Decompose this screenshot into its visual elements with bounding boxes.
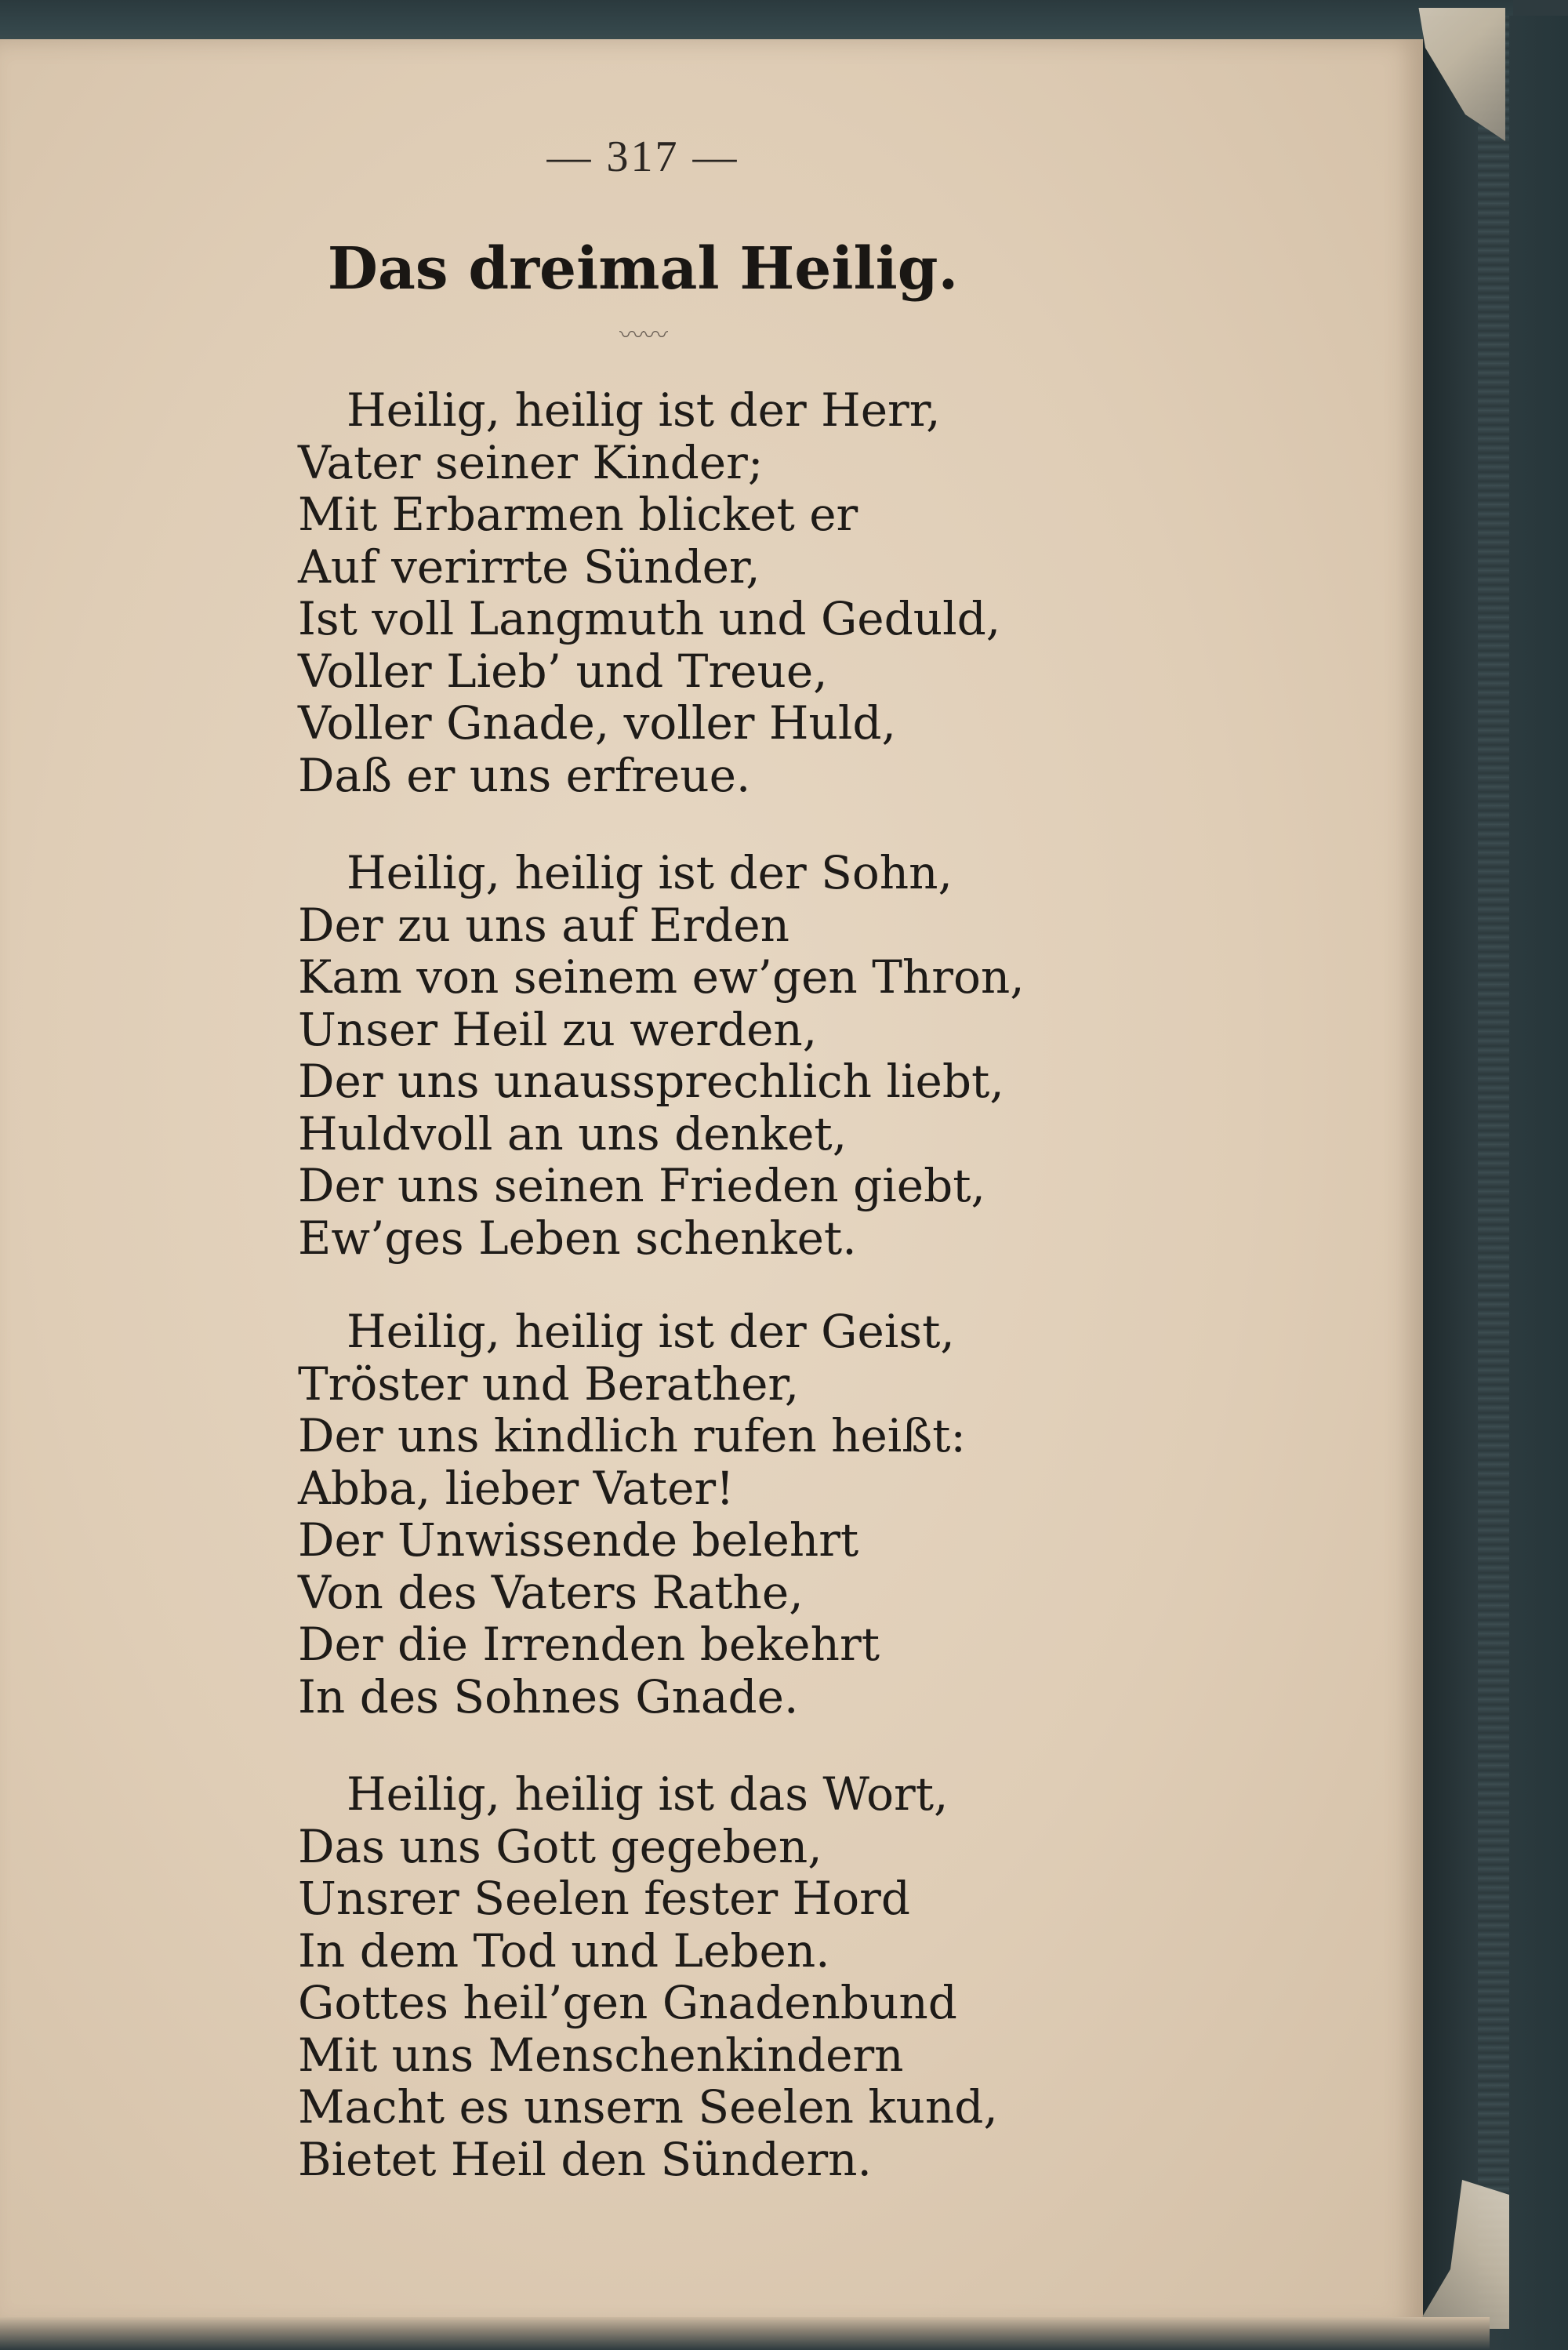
poem-line: Daß er uns erfreue. (298, 748, 751, 802)
poem-line: Ist voll Langmuth und Geduld, (298, 592, 1001, 645)
poem-line: Gottes heil’gen Gnadenbund (298, 1976, 957, 2029)
poem-line: Ew’ges Leben schenket. (298, 1211, 857, 1265)
poem-line: In dem Tod und Leben. (298, 1923, 830, 1978)
poem-line: Der die Irrenden bekehrt (298, 1618, 880, 1671)
poem-line: Kam von seinem ew’gen Thron, (298, 950, 1025, 1004)
poem-line: Der uns kindlich rufen heißt: (298, 1409, 966, 1462)
stanza-4 (298, 1768, 1082, 2185)
poem-line: Bietet Heil den Sündern. (298, 2132, 872, 2186)
poem-line: Mit Erbarmen blicket er (298, 488, 858, 541)
poem-line: Auf verirrte Sünder, (298, 539, 760, 594)
title-ornament: 〰〰 (619, 320, 666, 350)
poem-line: Tröster und Berather, (298, 1357, 800, 1411)
stanza-1 (298, 384, 1082, 801)
poem-line: Unser Heil zu werden, (298, 1002, 818, 1056)
poem-line: In des Sohnes Gnade. (298, 1669, 799, 1723)
page-text-area (0, 39, 1423, 2329)
poem-line: Heilig, heilig ist der Sohn, (347, 846, 953, 899)
poem-line: Mit uns Menschenkindern (298, 2028, 904, 2082)
poem-line: Der zu uns auf Erden (298, 898, 789, 952)
poem-line: Heilig, heilig ist das Wort, (347, 1767, 949, 1821)
poem-line: Heilig, heilig ist der Herr, (347, 383, 941, 437)
poem-line: Heilig, heilig ist der Geist, (347, 1305, 955, 1358)
book-cover-spine-texture (1478, 16, 1509, 2329)
poem-line: Unsrer Seelen fester Hord (298, 1872, 910, 1925)
poem-line: Der uns unaussprechlich liebt, (298, 1055, 1004, 1108)
poem-line: Macht es unsern Seelen kund, (298, 2080, 998, 2134)
book-bottom-edge (0, 2317, 1490, 2350)
poem-line: Der uns seinen Frieden giebt, (298, 1159, 985, 1212)
stanza-2 (298, 847, 1082, 1264)
poem-line: Voller Lieb’ und Treue, (298, 644, 828, 698)
poem-line: Huldvoll an uns denket, (298, 1106, 848, 1160)
book-page (0, 39, 1423, 2329)
poem-line: Von des Vaters Rathe, (298, 1565, 804, 1619)
poem-line: Das uns Gott gegeben, (298, 1819, 822, 1873)
poem-line: Voller Gnade, voller Huld, (298, 696, 896, 750)
poem-line: Der Unwissende belehrt (298, 1513, 859, 1567)
book-top-edge (0, 0, 1513, 41)
poem-line: Vater seiner Kinder; (298, 435, 764, 489)
poem-title: Das dreimal Heilig. (327, 235, 959, 303)
stanza-3 (298, 1306, 1082, 1723)
poem-line: Abba, lieber Vater! (298, 1461, 735, 1515)
page-number: — 317 — (546, 133, 739, 181)
